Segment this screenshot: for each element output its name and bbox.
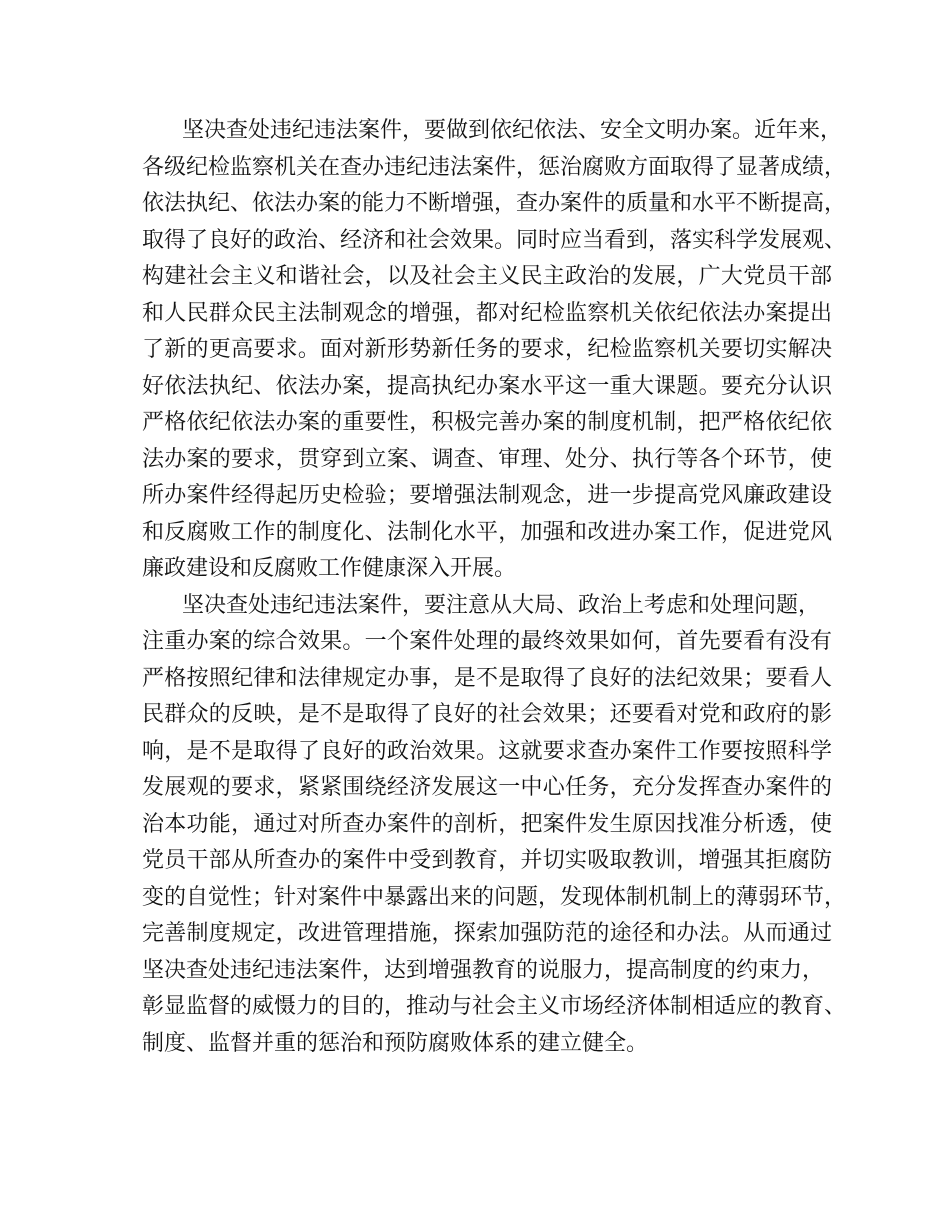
text-line: 坚决查处违纪违法案件，要做到依纪依法、安全文明办案。近年来， — [182, 118, 843, 143]
text-line: 党员干部从所查办的案件中受到教育，并切实吸取教训，增强其拒腐防 — [142, 848, 832, 873]
text-line: 彰显监督的威慑力的目的，推动与社会主义市场经济体制相适应的教育、 — [142, 994, 847, 1019]
text-line: 所办案件经得起历史检验；要增强法制观念，进一步提高党风廉政建设 — [142, 483, 832, 508]
text-line: 依法执纪、依法办案的能力不断增强，查办案件的质量和水平不断提高， — [142, 191, 847, 216]
text-line: 坚决查处违纪违法案件，达到增强教育的说服力，提高制度的约束力， — [142, 957, 825, 983]
text-line: 廉政建设和反腐败工作健康深入开展。 — [142, 556, 517, 581]
text-line: 法办案的要求，贯穿到立案、调查、审理、处分、执行等各个环节，使 — [142, 446, 832, 472]
text-line: 发展观的要求，紧紧围绕经济发展这一中心任务，充分发挥查办案件的 — [142, 775, 832, 800]
text-line: 制度、监督并重的惩治和预防腐败体系的建立健全。 — [142, 1030, 649, 1056]
text-line: 和人民群众民主法制观念的增强，都对纪检监察机关依纪依法办案提出 — [142, 300, 832, 326]
text-line: 严格依纪依法办案的重要性，积极完善办案的制度机制，把严格依纪依 — [142, 410, 832, 435]
text-line: 好依法执纪、依法办案，提高执纪办案水平这一重大课题。要充分认识 — [142, 373, 832, 399]
text-line: 取得了良好的政治、经济和社会效果。同时应当看到，落实科学发展观、 — [142, 227, 847, 253]
text-line: 各级纪检监察机关在查办违纪违法案件，惩治腐败方面取得了显著成绩， — [142, 154, 847, 180]
text-line: 坚决查处违纪违法案件，要注意从大局、政治上考虑和处理问题， — [182, 592, 821, 618]
text-line: 变的自觉性；针对案件中暴露出来的问题，发现体制机制上的薄弱环节， — [142, 884, 847, 910]
text-line: 完善制度规定，改进管理措施，探索加强防范的途径和办法。从而通过 — [142, 921, 832, 946]
text-line: 民群众的反映，是不是取得了良好的社会效果；还要看对党和政府的影 — [142, 702, 832, 727]
body-text — [142, 113, 847, 1062]
text-line: 了新的更高要求。面对新形势新任务的要求，纪检监察机关要切实解决 — [142, 337, 832, 362]
text-line: 治本功能，通过对所查办案件的剖析，把案件发生原因找准分析透，使 — [142, 811, 832, 837]
text-line: 响，是不是取得了良好的政治效果。这就要求查办案件工作要按照科学 — [142, 738, 832, 764]
text-line: 和反腐败工作的制度化、法制化水平，加强和改进办案工作，促进党风 — [142, 519, 832, 545]
text-line: 严格按照纪律和法律规定办事，是不是取得了良好的法纪效果；要看人 — [142, 665, 832, 691]
text-line: 构建社会主义和谐社会，以及社会主义民主政治的发展，广大党员干部 — [142, 264, 832, 289]
text-line: 注重办案的综合效果。一个案件处理的最终效果如何，首先要看有没有 — [142, 629, 832, 654]
